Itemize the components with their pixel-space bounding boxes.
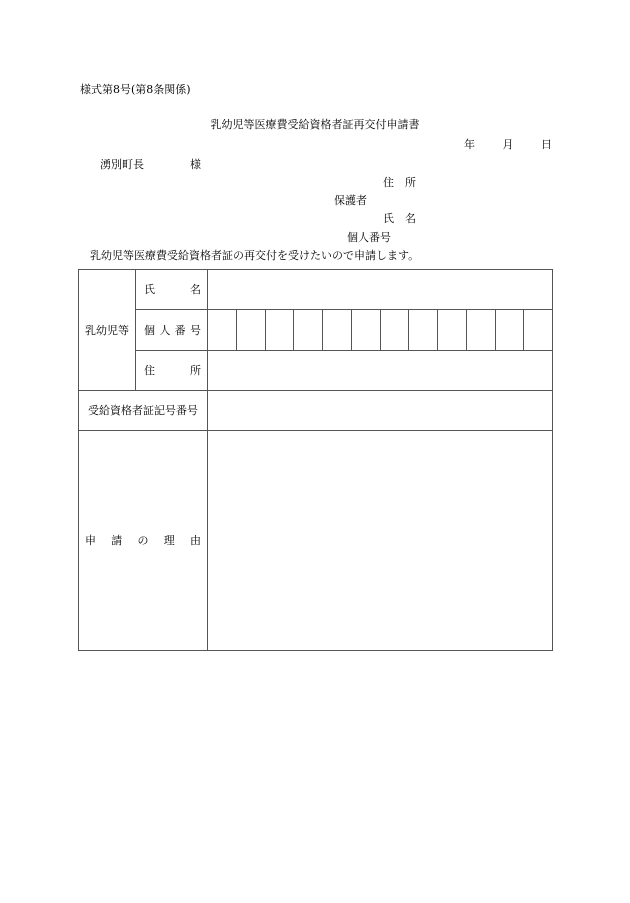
application-table [78,269,553,651]
my-number-digit-box[interactable] [524,310,552,350]
form-number: 様式第8号(第8条関係) [80,83,191,96]
applicant-address-label: 住 所 [383,176,416,189]
applicant-my-number-label: 個人番号 [347,231,391,244]
my-number-digit-box[interactable] [409,310,438,350]
my-number-digit-box[interactable] [381,310,410,350]
my-number-digit-box[interactable] [208,310,237,350]
my-number-digit-box[interactable] [266,310,295,350]
addressee [100,159,201,170]
date-year-label: 年 [464,138,475,151]
my-number-digit-box[interactable] [438,310,467,350]
my-number-digit-box[interactable] [352,310,381,350]
my-number-digit-box[interactable] [323,310,352,350]
guardian-label: 保護者 [334,194,367,207]
infant-group-label: 乳幼児等 [79,270,136,391]
certificate-number-label: 受給資格者証記号番号 [79,391,208,431]
addressee-suffix: 様 [190,158,201,171]
date-row [464,139,552,150]
my-number-digit-box[interactable] [496,310,525,350]
infant-name-field[interactable] [208,270,553,310]
applicant-name-label: 氏 名 [383,212,416,225]
certificate-number-field[interactable] [208,391,553,431]
my-number-digit-box[interactable] [467,310,496,350]
reason-label: 申 請 の 理 由 [79,431,208,651]
infant-name-label: 氏 名 [136,270,208,310]
application-statement: 乳幼児等医療費受給資格者証の再交付を受けたいので申請します。 [90,249,420,262]
infant-address-label: 住 所 [136,351,208,391]
infant-my-number-label: 個 人 番 号 [136,310,208,351]
addressee-name: 湧別町長 [100,158,144,171]
document-title: 乳幼児等医療費受給資格者証再交付申請書 [210,118,420,131]
date-month-label: 月 [502,138,514,151]
infant-address-field[interactable] [208,351,553,391]
date-day-label: 日 [541,138,552,151]
infant-my-number-field [208,310,553,351]
reason-field[interactable] [208,431,553,651]
my-number-digit-box[interactable] [237,310,266,350]
my-number-digit-box[interactable] [294,310,323,350]
